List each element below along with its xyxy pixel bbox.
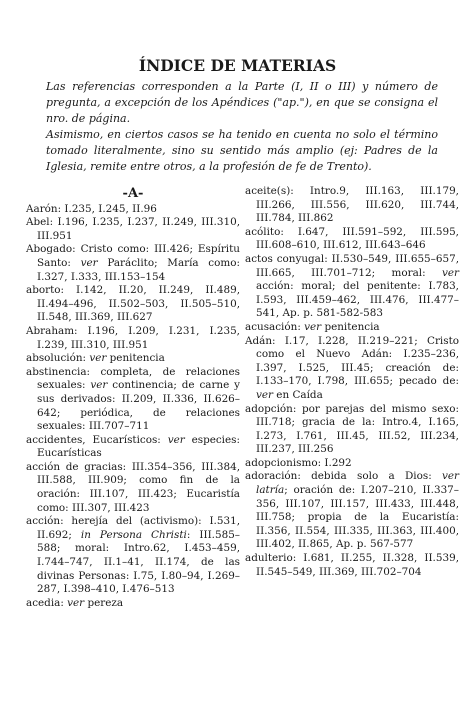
index-column-right (245, 185, 459, 579)
index-entry: Abogado: Cristo como: III.426; Espíritu Santo: ver Paráclito; María como: I.327, I.333, III.153–154 (26, 243, 240, 283)
index-entry: actos conyugal: II.530–549, III.655–657, III.665, III.701–712; moral: ver acción: moral; del penitente: I.783, I.593, III.459–462, III.476, III.477–541, Ap. p. 581-582-583 (245, 252, 459, 320)
intro-paragraph: Las referencias corresponden a la Parte (I, II o III) y número de pregunta, a excepción de los Apéndices ("ap."), en que se consigna el nro. de página. (46, 80, 438, 126)
index-entry: adoración: debida solo a Dios: ver latría; oración de: I.207–210, II.337–356, III.107, III.157, III.433, III.448, III.758; propia de la Eucaristía: II.356, II.554, III.335, III.363, III.400, III.402, II.865, Ap. p. 567-577 (245, 470, 459, 551)
index-entry: acción: herejía del (activismo): I.531, II.692; in Persona Christi: III.585– 588; moral: Intro.62, I.453–459, I.744–747, II.1–41, II.174, de las divinas Personas: I.75, I.80–94, I.269–287, I.398–410, I.476–513 (26, 515, 240, 596)
index-entry: acedia: ver pereza (26, 596, 124, 609)
index-entry: acólito: I.647, III.591–592, III.595, III.608–610, III.612, III.643–646 (245, 225, 459, 252)
intro-text (46, 79, 438, 176)
index-entry: Abraham: I.196, I.209, I.231, I.235, I.239, III.310, III.951 (26, 324, 240, 351)
intro-paragraph: Asimismo, en ciertos casos se ha tenido en cuenta no solo el término tomado literalmente, sino su sentido más amplio (ej: Padres de la Iglesia, remite entre otros, a la profesión de fe de Trento). (46, 128, 438, 174)
index-entry: accidentes, Eucarísticos: ver especies: Eucarísticas (26, 433, 240, 460)
index-entry: abstinencia: completa, de relaciones sexuales: ver continencia; de carne y sus derivados: II.209, II.336, II.626–642; periódica, de relaciones sexuales: III.707–711 (26, 365, 240, 433)
index-entry: adulterio: I.681, II.255, II.328, II.539, II.545–549, III.369, III.702–704 (245, 552, 459, 578)
section-letter: -A- (122, 186, 144, 201)
page-title: ÍNDICE DE MATERIAS (138, 56, 337, 75)
index-entry: acción de gracias: III.354–356, III.384, III.588, III.909; como fin de la oración: III.107, III.423; Eucaristía como: III.307, III.423 (26, 460, 240, 514)
index-entry: acusación: ver penitencia (245, 320, 380, 333)
index-column-left (26, 185, 240, 610)
index-entry: Adán: I.17, I.228, II.219–221; Cristo como el Nuevo Adán: I.235–236, I.397, I.525, III.45; creación de: I.133–170, I.798, III.655; pecado de: ver en Caída (245, 334, 459, 401)
index-entry: Aarón: I.235, I.245, II.96 (26, 202, 157, 215)
index-entry: absolución: ver penitencia (26, 352, 165, 365)
index-entry: aborto: I.142, II.20, II.249, II.489, II.494–496, II.502–503, II.505–510, II.548, III.369, III.627 (26, 284, 240, 324)
index-entry: aceite(s): Intro.9, III.163, III.179, III.266, III.556, III.620, III.744, III.784, III.862 (245, 185, 459, 225)
index-entry: Abel: I.196, I.235, I.237, II.249, III.310, III.951 (26, 216, 240, 242)
index-entry: adopcionismo: I.292 (245, 456, 352, 469)
index-entry: adopción: por parejas del mismo sexo: III.718; gracia de la: Intro.4, I.165, I.273, I.761, III.45, III.52, III.234, III.237, III.256 (245, 402, 459, 456)
